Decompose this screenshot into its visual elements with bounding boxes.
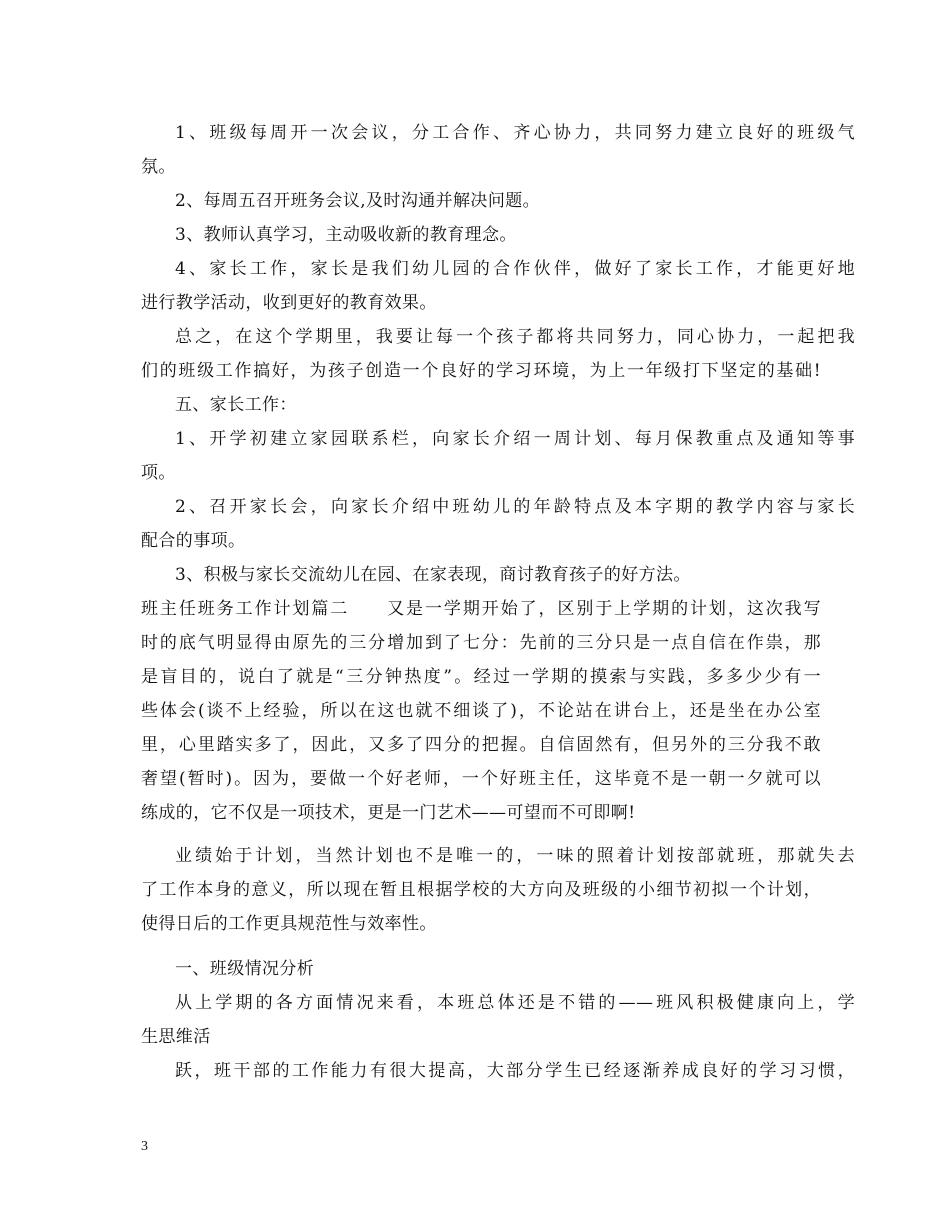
text-line: 奢望(暂时)。因为，要做一个好老师，一个好班主任，这毕竟不是一朝一夕就可以 bbox=[141, 769, 821, 789]
text-line: 时的底气明显得由原先的三分增加到了七分：先前的三分只是一点自信在作祟，那 bbox=[141, 633, 821, 653]
text-line: 总之，在这个学期里，我要让每一个孩子都将共同努力，同心协力，一起把我 bbox=[175, 327, 855, 347]
text-line: 从上学期的各方面情况来看，本班总体还是不错的——班风积极健康向上，学 bbox=[175, 993, 855, 1013]
section-heading: 一、班级情况分析 bbox=[175, 959, 315, 979]
text-line: 跃，班干部的工作能力有很大提高，大部分学生已经逐渐养成良好的学习习惯， bbox=[175, 1061, 855, 1081]
text-line: 3、教师认真学习，主动吸收新的教育理念。 bbox=[175, 225, 517, 245]
text-line: 练成的，它不仅是一项技术，更是一门艺术——可望而不可即啊! bbox=[141, 803, 636, 823]
text-line: 1、班级每周开一次会议，分工合作、齐心协力，共同努力建立良好的班级气 bbox=[175, 123, 855, 143]
text-line: 配合的事项。 bbox=[141, 531, 246, 551]
text-line: 使得日后的工作更具规范性与效率性。 bbox=[141, 914, 437, 934]
text-line: 里，心里踏实多了，因此，又多了四分的把握。自信固然有，但另外的三分我不敢 bbox=[141, 735, 821, 755]
text-line: 3、积极与家长交流幼儿在园、在家表现，商讨教育孩子的好方法。 bbox=[175, 565, 691, 585]
text-line: 进行教学活动，收到更好的教育效果。 bbox=[141, 293, 437, 313]
text-line: 了工作本身的意义，所以现在暂且根据学校的大方向及班级的小细节初拟一个计划， bbox=[141, 880, 821, 900]
text-line: 是盲目的，说白了就是“三分钟热度”。经过一学期的摸索与实践，多多少少有一 bbox=[141, 667, 821, 687]
text-line: 些体会(谈不上经验，所以在这也就不细谈了)，不论站在讲台上，还是坐在办公室 bbox=[141, 701, 821, 721]
page-number: 3 bbox=[141, 1139, 148, 1154]
text-line: 生思维活 bbox=[141, 1027, 211, 1047]
text-line: 1、开学初建立家园联系栏，向家长介绍一周计划、每月保教重点及通知等事 bbox=[175, 429, 855, 449]
section-heading: 五、家长工作： bbox=[175, 395, 297, 415]
text-line: 氛。 bbox=[141, 157, 176, 177]
text-line: 班主任班务工作计划篇二 又是一学期开始了，区别于上学期的计划，这次我写 bbox=[141, 599, 821, 619]
text-line: 2、每周五召开班务会议,及时沟通并解决问题。 bbox=[175, 191, 541, 211]
text-line: 们的班级工作搞好，为孩子创造一个良好的学习环境，为上一年级打下坚定的基础! bbox=[141, 361, 821, 381]
text-line: 2、召开家长会，向家长介绍中班幼儿的年龄特点及本字期的教学内容与家长 bbox=[175, 497, 855, 517]
text-line: 业绩始于计划，当然计划也不是唯一的，一味的照着计划按部就班，那就失去 bbox=[175, 846, 855, 866]
text-line: 项。 bbox=[141, 463, 176, 483]
text-line: 4、家长工作，家长是我们幼儿园的合作伙伴，做好了家长工作，才能更好地 bbox=[175, 259, 855, 279]
